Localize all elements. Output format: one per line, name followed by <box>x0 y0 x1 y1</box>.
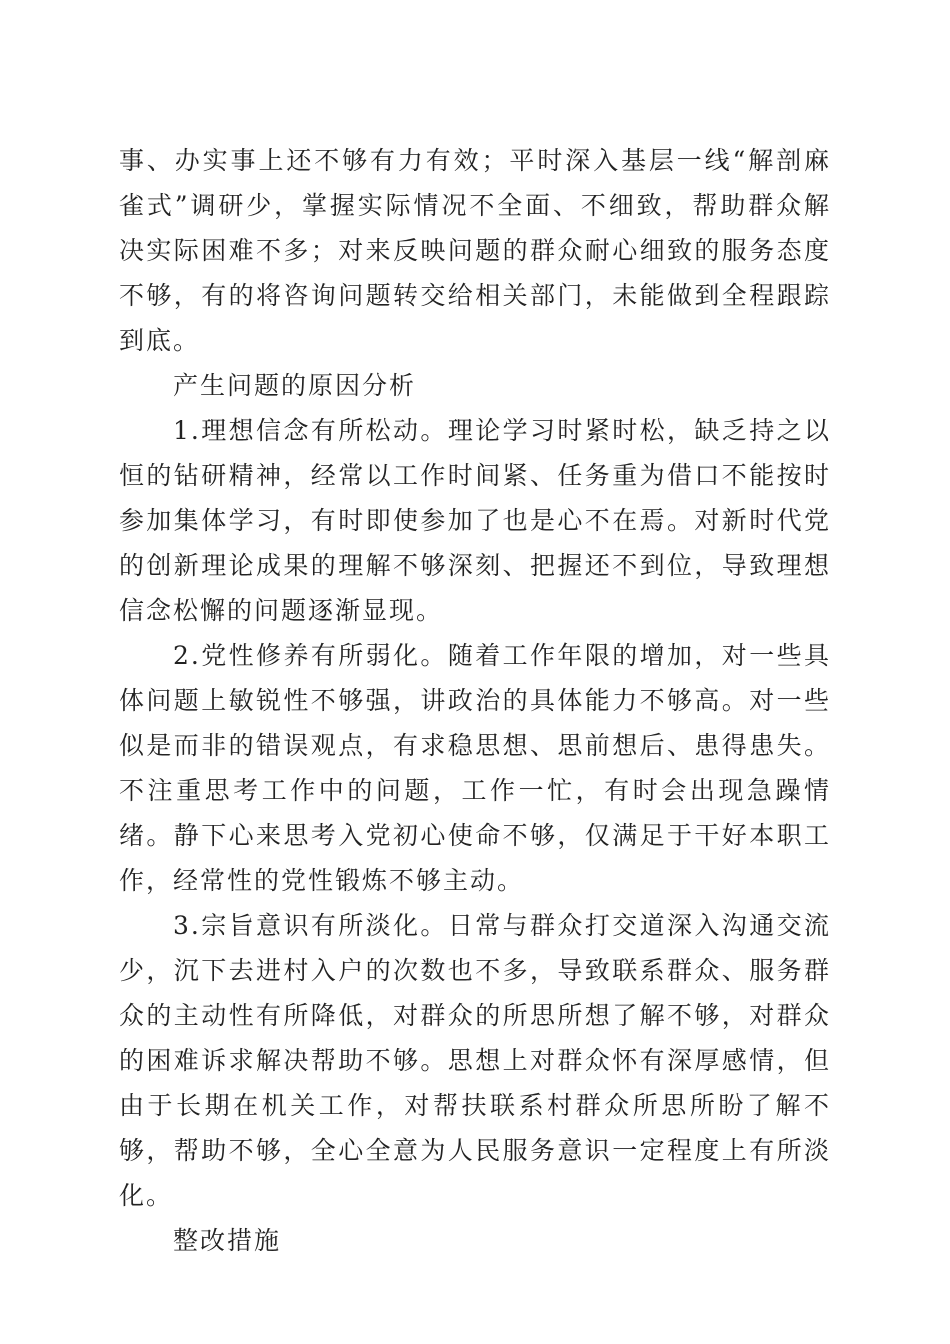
paragraph-ideals-beliefs: 1.理想信念有所松动。理论学习时紧时松，缺乏持之以恒的钻研精神，经常以工作时间紧、任务重为借口不能按时参加集体学习，有时即使参加了也是心不在焉。对新时代党的创新理论成果的理解不够深刻、把握还不到位，导致理想信念松懈的问题逐渐显现。 <box>119 416 831 625</box>
section-heading-rectification: 整改措施 <box>173 1226 282 1255</box>
paragraph-purpose-awareness: 3.宗旨意识有所淡化。日常与群众打交道深入沟通交流少，沉下去进村入户的次数也不多，导致联系群众、服务群众的主动性有所降低，对群众的所思所想了解不够，对群众的困难诉求解决帮助不够。思想上对群众怀有深厚感情，但由于长期在机关工作，对帮扶联系村群众所思所盼了解不够，帮助不够，全心全意为人民服务意识一定程度上有所淡化。 <box>119 911 831 1210</box>
section-heading-cause-analysis: 产生问题的原因分析 <box>173 371 417 400</box>
paragraph-party-spirit: 2.党性修养有所弱化。随着工作年限的增加，对一些具体问题上敏锐性不够强，讲政治的具体能力不够高。对一些似是而非的错误观点，有求稳思想、思前想后、患得患失。不注重思考工作中的问题，工作一忙，有时会出现急躁情绪。静下心来思考入党初心使命不够，仅满足于干好本职工作，经常性的党性锻炼不够主动。 <box>119 641 831 895</box>
continued-paragraph: 事、办实事上还不够有力有效；平时深入基层一线“解剖麻雀式”调研少，掌握实际情况不全面、不细致，帮助群众解决实际困难不多；对来反映问题的群众耐心细致的服务态度不够，有的将咨询问题转交给相关部门，未能做到全程跟踪到底。 <box>119 146 831 355</box>
document-body <box>119 138 831 1263</box>
